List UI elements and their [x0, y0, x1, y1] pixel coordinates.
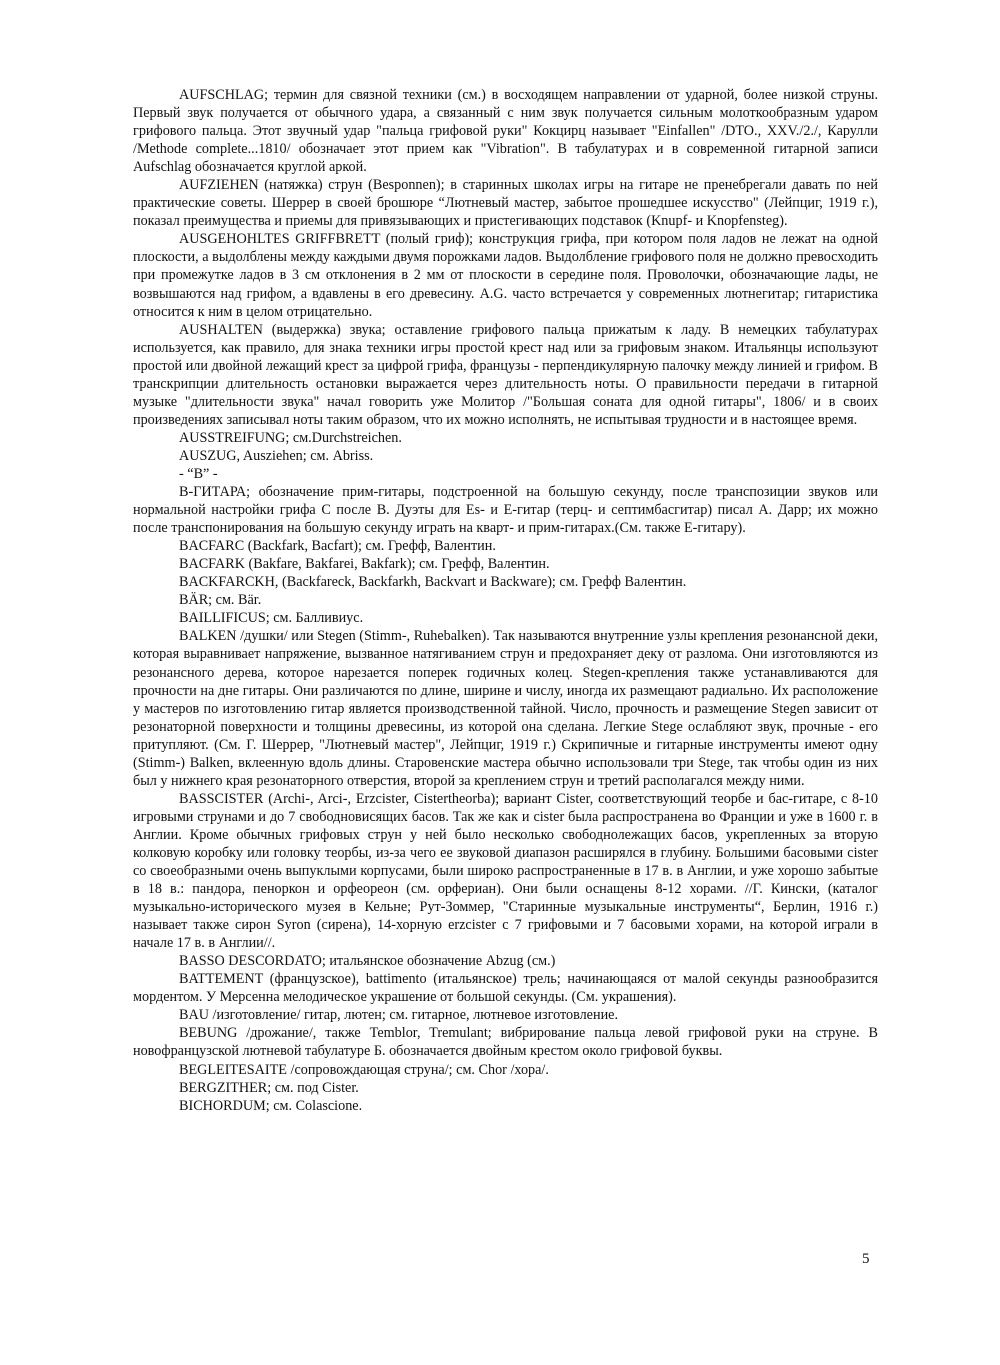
entry-aufziehen: AUFZIEHEN (натяжка) струн (Besponnen); в старинных школах игры на гитаре не пренебрегали давать по ней практические советы. Шеррер в своей брошюре “Лютневый мастер, забытое прошедшее искусство" (Лейпциг, 1919 г.), показал преимущества и приемы для привязывающих и пристегивающих подставок (Knupf- и Knopfensteg). [133, 177, 878, 230]
entry-begleitesaite: BEGLEITESAITE /сопровождающая струна/; см. Chor /хора/. [179, 1061, 549, 1078]
entry-aufschlag: AUFSCHLAG; термин для связной техники (см.) в восходящем направлении от ударной, более низкой струны. Первый звук получается от обычного удара, а связанный с ним звук получается сильным молоткообразным ударом грифового пальца. Этот звучный удар "пальца грифовой руки" Кокцирц называет "Einfallen" /DTO., XXV./2./, Карулли /Methode complete...1810/ обозначает этот прием как "Vibration". В табулатурах и в современной гитарной записи Aufschlag обозначается круглой аркой. [133, 87, 878, 176]
entry-ausstreifung: AUSSTREIFUNG; см.Durchstreichen. [179, 429, 402, 446]
entry-basscister: BASSCISTER (Archi-, Arci-, Erzcister, Cistertheorba); вариант Cister, соответствующий теорбе и бас-гитаре, с 8-10 игровыми струнами и до 7 свободновисящих басов. Так же как и cister была распространена во Франции и уже в 1600 г. в Англии. Кроме обычных грифовых струн у ней было несколько свободнолежащих басов, укрепленных за вторую колковую коробку или головку теорбы, из-за чего ее звуковой диапазон расширялся в глубину. Большими басовыми cister со своеобразными очень выпуклыми корпусами, были широко распространенные в 17 в. в Англии, и уже хорошо забытые в 18 в.: пандора, пеноркон и орфеореон (см. орфериан). Они были оснащены 8-12 хорами. //Г. Кински, (каталог музыкально-исторического музея в Кельне; Рут-Зоммер, "Старинные музыкальные инструменты“, Берлин, 1916 г.) называет также сирон Syron (сирена), 14-хорную erzcister с 7 грифовыми и 7 басовыми хорами, на которой играли в начале 17 в. в Англии//. [133, 790, 878, 952]
entry-basso-descordato: BASSO DESCORDATO; итальянское обозначение Abzug (см.) [179, 953, 556, 970]
entry-backfarckh: BACKFARCKH, (Backfareck, Backfarkh, Backvart и Backware); см. Грефф Валентин. [179, 574, 687, 591]
entry-bichordum: BICHORDUM; см. Colascione. [179, 1097, 363, 1114]
entry-bacfark: BACFARK (Bakfare, Bakfarei, Bakfark); см. Грефф, Валентин. [179, 556, 550, 573]
entry-auszug: AUSZUG, Ausziehen; см. Abriss. [179, 447, 374, 464]
entry-aushalten: AUSHALTEN (выдержка) звука; оставление грифового пальца прижатым к ладу. В немецких табулатурах используется, как правило, для знака техники игры простой крест над или за грифовым знаком. Итальянцы используют простой или двойной лежащий крест за цифрой грифа, французы - перпендикулярную палочку между линией и грифом. В транскрипции длительность остановки выражается через длительность ноты. О правильности передачи в гитарной музыке "длительности звука" начал говорить уже Молитор /"Большая соната для одной гитары", 1806/ и в своих произведениях записывал ноты таким образом, что их можно исполнять, не испытывая трудности и в настоящее время. [133, 321, 878, 428]
entry-bergzither: BERGZITHER; см. под Cister. [179, 1079, 359, 1096]
section-letter-b: - “B” - [179, 465, 218, 482]
entry-bacfarc: BACFARC (Backfark, Bacfart); см. Грефф, Валентин. [179, 538, 496, 555]
entry-bau: BAU /изготовление/ гитар, лютен; см. гитарное, лютневое изготовление. [179, 1007, 619, 1024]
page-number: 5 [862, 1251, 870, 1267]
entry-baillificus: BAILLIFICUS; см. Балливиус. [179, 610, 364, 627]
entry-battement: BATTEMENT (французское), battimento (итальянское) трель; начинающаяся от малой секунды разнообразится мордентом. У Мерсенна мелодическое украшение от большой секунды. (См. украшения). [133, 971, 878, 1006]
entry-balken: BALKEN /душки/ или Stegen (Stimm-, Ruhebalken). Так называются внутренние узлы крепления резонансной деки, которая выравнивает напряжение, вызванное натягиванием струн и предохраняет деку от разлома. Они изготовляются из резонансного дерева, которое нарезается поперек годичных колец. Stegen-крепления также устанавливаются для прочности на дне гитары. Они различаются по длине, ширине и числу, иногда их размещают радиально. Их расположение у мастеров по изготовлению гитар является производственной тайной. Число, прочность и размещение Stegen зависит от резонаторной поверхности и толщины древесины, из которой она сделана. Легкие Stege ослабляют звук, прочные - его притупляют. (См. Г. Шеррер, "Лютневый мастер", Лейпциг, 1919 г.) Скрипичные и гитарные инструменты имеют одну (Stimm-) Balken, вклеенную вдоль длины. Старовенские мастера обычно использовали три Stege, так чтобы один из них был у нижнего края резонаторного отверстия, второй за креплением струн и третий располагался между ними. [133, 628, 878, 789]
entry-b-gitara: В-ГИТАРА; обозначение прим-гитары, подстроенной на большую секунду, после транспозиции звуков или нормальной настройки грифа С после В. Дуэты для Es- и E-гитар (терц- и септимбасгитар) писал А. Дарр; их можно после транспонирования на большую секунду играть на кварт- и прим-гитарах.(См. также Е-гитару). [133, 484, 878, 537]
entry-bebung: BEBUNG /дрожание/, также Temblor, Tremulant; вибрирование пальца левой грифовой руки на струне. В новофранцузской лютневой табулатуре Б. обозначается двойным крестом около грифовой буквы. [133, 1025, 878, 1060]
entry-bar: BÄR; см. Bär. [179, 592, 262, 609]
entry-ausgehohltes-griffbrett: AUSGEHOHLTES GRIFFBRETT (полый гриф); конструкция грифа, при котором поля ладов не лежат на одной плоскости, а выдолблены между каждыми двумя порожками ладов. Выдолбление грифового поля не должно превосходить при промежутке ладов в 3 см отклонения в 2 мм от плоскости в середине поля. Проволочки, обозначающие лады, не возвышаются над грифом, а вдавлены в его древесину. A.G. часто встречается у современных лютнегитар; гитаристика относится к ним в целом отрицательно. [133, 231, 878, 320]
document-body [133, 86, 878, 1115]
